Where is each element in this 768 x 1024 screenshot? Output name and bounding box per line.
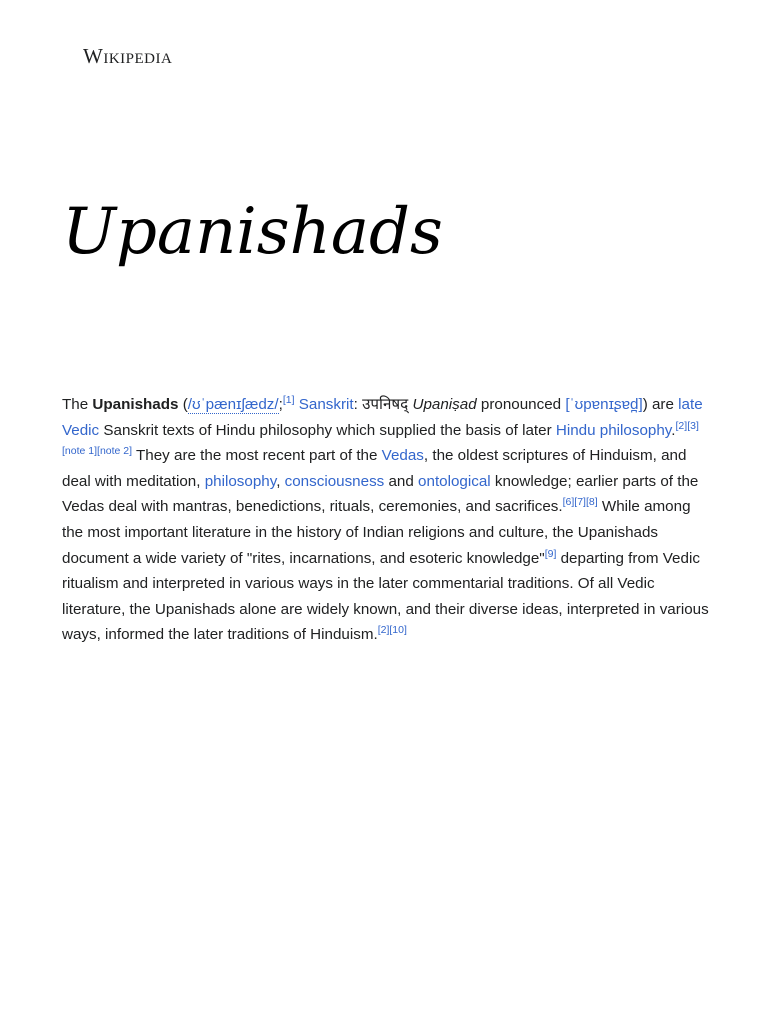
citation-ref-8[interactable]: [8] bbox=[585, 496, 598, 509]
ipa-pronunciation-link[interactable]: /ʊˈpænɪʃædz/ bbox=[187, 396, 279, 413]
lead-text: pronounced bbox=[476, 396, 566, 413]
citation-ref-2[interactable]: [2] bbox=[675, 419, 688, 432]
lead-text: Sanskrit texts of Hindu philosophy which supplied the basis of later bbox=[99, 421, 556, 439]
citation-ref-2b[interactable]: [2] bbox=[377, 624, 390, 637]
link-philosophy[interactable]: philosophy bbox=[204, 472, 277, 490]
link-hindu-philosophy[interactable]: Hindu philosophy bbox=[555, 421, 672, 439]
lead-text: ; bbox=[278, 396, 283, 413]
citation-ref-3[interactable]: [3] bbox=[687, 419, 699, 432]
citation-ref-7[interactable]: [7] bbox=[574, 496, 586, 509]
note-ref-1[interactable]: [note 1] bbox=[62, 445, 98, 458]
lead-text: While among the most important literature in the history of Indian religions and culture, the Upanishads document a wide variety of "rites, incarnations, and esoteric knowledge" bbox=[62, 498, 691, 567]
lead-text: : उपनिषद् bbox=[353, 396, 413, 413]
lead-text: The bbox=[62, 396, 93, 413]
link-late-vedic[interactable]: late Vedic bbox=[62, 396, 703, 439]
lead-text: , the oldest scriptures of Hinduism, and deal with meditation, bbox=[62, 447, 687, 490]
page-title: Upanishads bbox=[62, 195, 443, 269]
lead-text: ) are bbox=[642, 396, 679, 413]
note-ref-2[interactable]: [note 2] bbox=[97, 445, 133, 458]
citation-ref-1[interactable]: [1] bbox=[282, 394, 295, 406]
lead-text: departing from Vedic ritualism and interpreted in various ways in the later commentarial traditions. Of all Vedic literature, the Upanishads alone are widely known, and their diverse ideas, interpreted in various ways, informed the later traditions of Hinduism. bbox=[62, 549, 709, 644]
citation-ref-10[interactable]: [10] bbox=[389, 624, 407, 637]
article-lead-paragraph bbox=[62, 392, 710, 648]
lead-text: . bbox=[671, 421, 676, 439]
lead-text: , bbox=[276, 472, 285, 490]
lead-text: knowledge; earlier parts of the Vedas deal with mantras, benedictions, rituals, ceremonies, and sacrifices. bbox=[62, 472, 699, 516]
link-ontological[interactable]: ontological bbox=[418, 472, 491, 490]
italic-term: Upaniṣad bbox=[412, 396, 477, 413]
lead-text: They are the most recent part of the bbox=[132, 447, 382, 465]
wikipedia-logo[interactable]: Wikipedia bbox=[83, 44, 173, 68]
lead-text: ( bbox=[178, 396, 188, 413]
bold-term: Upanishads bbox=[92, 396, 179, 413]
lead-text: and bbox=[384, 472, 419, 490]
citation-ref-9[interactable]: [9] bbox=[544, 547, 557, 560]
link-vedas[interactable]: Vedas bbox=[381, 447, 424, 465]
sanskrit-pronunciation-link[interactable]: [ˈʊpɐnɪʂɐd̪] bbox=[565, 396, 643, 413]
link-consciousness[interactable]: consciousness bbox=[284, 472, 385, 490]
link-sanskrit[interactable]: Sanskrit bbox=[298, 396, 354, 413]
citation-ref-6[interactable]: [6] bbox=[562, 496, 575, 509]
